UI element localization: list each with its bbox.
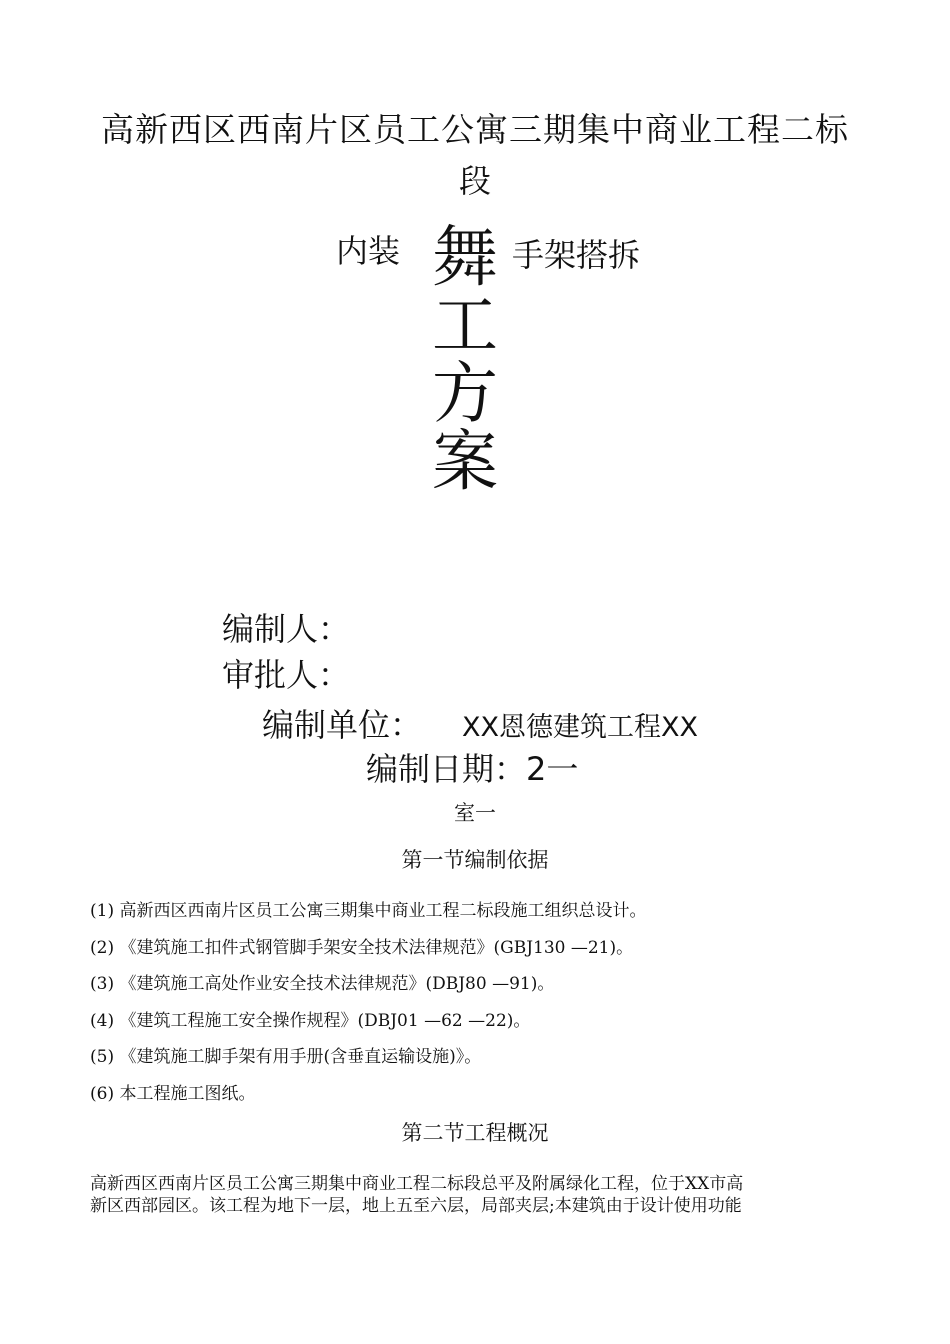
unit-label: 编制单位：	[262, 706, 423, 744]
paragraph-line: 新区西部园区。该工程为地下一层，地上五至六层，局部夹层;本建筑由于设计使用功能	[90, 1196, 742, 1216]
paragraph-line: 高新西区西南片区员工公寓三期集中商业工程二标段总平及附属绿化工程，位于XX市高	[90, 1174, 744, 1194]
approver-label: 审批人：	[222, 656, 351, 694]
list-item: (4) 《建筑工程施工安全操作规程》(DBJ01 —62 —22)。	[90, 1010, 531, 1031]
vertical-title: 舞工方案	[432, 219, 498, 500]
basis-list	[90, 893, 646, 1112]
document-title: 高新西区西南片区员工公寓三期集中商业工程二标	[101, 110, 849, 149]
compile-date: 编制日期：2一	[366, 750, 579, 788]
room-text: 室一	[454, 801, 496, 825]
list-item: (2) 《建筑施工扣件式钢管脚手架安全技术法律规范》(GBJ130 —21)。	[90, 937, 634, 958]
unit-value: XX恩德建筑工程XX	[462, 712, 699, 743]
compiler-label: 编制人：	[222, 610, 351, 648]
document-title-continuation: 段	[458, 162, 491, 200]
compiling-unit	[262, 700, 698, 746]
overview-paragraph	[90, 1173, 880, 1217]
list-item: (5) 《建筑施工脚手架有用手册(含垂直运输设施)》。	[90, 1047, 482, 1067]
section1-heading: 第一节编制依据	[401, 848, 549, 872]
list-item: (1) 高新西区西南片区员工公寓三期集中商业工程二标段施工组织总设计。	[90, 901, 647, 921]
list-item: (3) 《建筑施工高处作业安全技术法律规范》(DBJ80 —91)。	[90, 974, 555, 994]
list-item: (6) 本工程施工图纸。	[90, 1083, 256, 1104]
subtitle-right: 手架搭拆	[512, 236, 641, 274]
section2-heading: 第二节工程概况	[401, 1121, 549, 1145]
subtitle-left: 内装	[336, 232, 401, 270]
